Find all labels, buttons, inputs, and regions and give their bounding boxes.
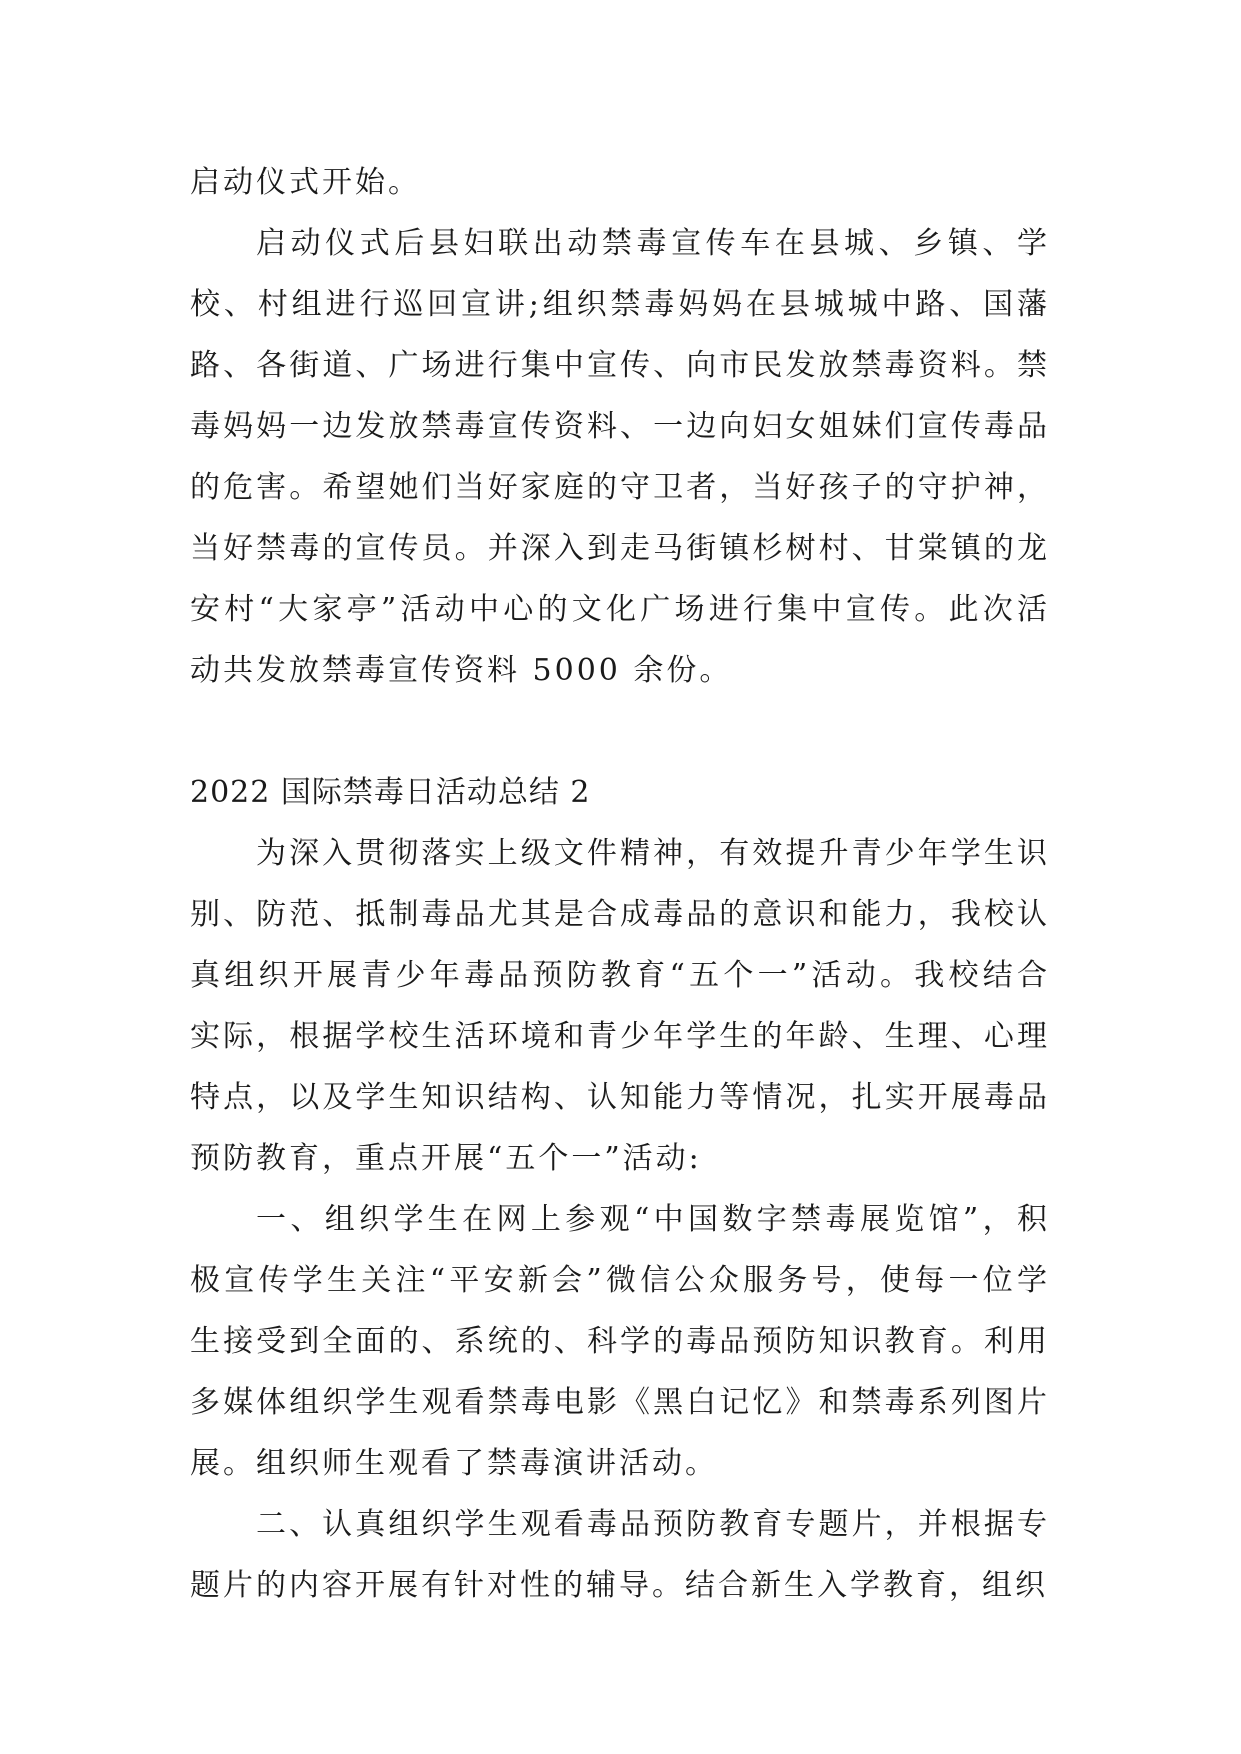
paragraph-introduction: 为深入贯彻落实上级文件精神，有效提升青少年学生识别、防范、抵制毒品尤其是合成毒品的意识和能力，我校认真组织开展青少年毒品预防教育“五个一”活动。我校结合实际，根据学校生活环境和青少年学生的年龄、生理、心理特点，以及学生知识结构、认知能力等情况，扎实开展毒品预防教育，重点开展“五个一”活动: — [190, 836, 1050, 1176]
paragraph-opening-line: 启动仪式开始。 — [190, 165, 421, 200]
paragraph-item-one: 一、组织学生在网上参观“中国数字禁毒展览馆”，积极宣传学生关注“平安新会”微信公众服务号，使每一位学生接受到全面的、系统的、科学的毒品预防知识教育。利用多媒体组织学生观看禁毒电影《黑白记忆》和禁毒系列图片展。组织师生观看了禁毒演讲活动。 — [190, 1202, 1050, 1481]
paragraph-campaign-activities: 启动仪式后县妇联出动禁毒宣传车在县城、乡镇、学校、村组进行巡回宣讲;组织禁毒妈妈在县城城中路、国藩路、各街道、广场进行集中宣传、向市民发放禁毒资料。禁毒妈妈一边发放禁毒宣传资料、一边向妇女姐妹们宣传毒品的危害。希望她们当好家庭的守卫者，当好孩子的守护神，当好禁毒的宣传员。并深入到走马街镇杉树村、甘棠镇的龙安村“大家亭”活动中心的文化广场进行集中宣传。此次活动共发放禁毒宣传资料 5000 余份。 — [190, 226, 1050, 688]
section-spacer — [190, 701, 1050, 762]
paragraph-item-two: 二、认真组织学生观看毒品预防教育专题片，并根据专题片的内容开展有针对性的辅导。结合新生入学教育，组织 — [190, 1507, 1050, 1603]
document-body — [190, 152, 1050, 1616]
section-title: 2022 国际禁毒日活动总结 2 — [190, 775, 591, 810]
